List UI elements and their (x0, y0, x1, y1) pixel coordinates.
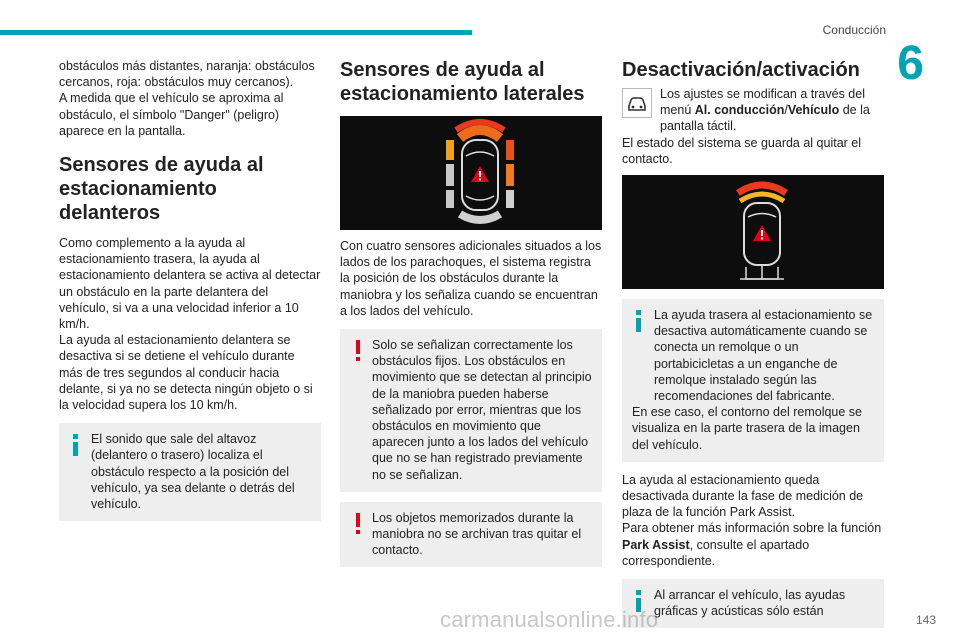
car-side-sensors-graphic (340, 116, 602, 230)
front-sensors-body-1: Como complemento a la ayuda al estacionamiento trasera, la ayuda al estacionamiento delantera se activa al detectar un obstáculo en la parte delantera del vehículo, si va a una velocidad inferior a 10 km/h. (59, 236, 321, 332)
trailer-note-text: La ayuda trasera al estacionamiento se desactiva automáticamente cuando se conecta un remolque o un portabicicletas a un enganche de remolque instalado según las recomendaciones del fabricante. (654, 308, 873, 404)
page-number: 143 (915, 613, 936, 627)
warning-note-moving-obstacles (340, 329, 602, 492)
more-info-text: Para obtener más información sobre la función Park Assist, consulte el apartado correspondiente. (622, 521, 882, 568)
info-note-text: El sonido que sale del altavoz (delantero o trasero) localiza el obstáculo respecto a la posición del vehículo, ya sea delante o detrás del vehículo. (91, 432, 295, 512)
startup-note-text: Al arrancar el vehículo, las ayudas gráficas y acústicas sólo están (654, 588, 846, 619)
column-middle (340, 58, 602, 567)
heading-front-sensors: Sensores de ayuda al estacionamiento delanteros (59, 154, 264, 225)
front-sensors-body-2: La ayuda al estacionamiento delantera se desactiva si se detiene el vehículo durante más de tres segundos al conducir hacia delante, si ya no se detecta ningún objeto o si la velocidad supera los 10 km/h. (59, 333, 313, 413)
settings-text: Los ajustes se modifican a través del menú Al. conducción/Vehículo de la pantalla táctil. (660, 87, 870, 134)
park-assist-link: Park Assist (622, 537, 690, 552)
watermark: carmanualsonline.info (440, 607, 659, 632)
column-left (59, 58, 321, 521)
side-sensors-body: Con cuatro sensores adicionales situados a los lados de los parachoques, el sistema registra la posición de los obstáculos durante la maniobra y los señaliza cuando se encuentran a los lados del vehículo. (340, 239, 602, 318)
column-right (622, 58, 884, 628)
info-icon (632, 310, 650, 332)
info-note-sound (59, 423, 321, 521)
trailer-illustration (622, 175, 884, 289)
menu-vehicle: Vehículo (787, 103, 840, 118)
info-icon (69, 434, 87, 456)
chapter-number: 6 (897, 37, 924, 90)
top-accent-bar (0, 30, 472, 35)
heading-deactivation: Desactivación/activación (622, 59, 860, 81)
state-saved-text: El estado del sistema se guarda al quitar el contacto. (622, 135, 862, 166)
car-settings-icon (622, 88, 652, 118)
menu-driving-aids: Al. conducción (694, 103, 785, 118)
info-note-startup (622, 579, 884, 628)
side-sensors-illustration (340, 116, 602, 230)
settings-note (622, 86, 884, 135)
info-note-trailer (622, 299, 884, 462)
warning-text-1: Solo se señalizan correctamente los obstáculos fijos. Los obstáculos en movimiento que se detectan al principio de la maniobra pueden haberse señalizado por error, mientras que los obstáculos en movimiento que aparecen junto a los lados del vehículo que no se han registrado previamente no se señalizan. (372, 338, 592, 482)
intro-paragraph-2: A medida que el vehículo se aproxima al obstáculo, el símbolo "Danger" (peligro) aparece en la pantalla. (59, 91, 284, 138)
warning-icon (350, 513, 368, 535)
trailer-note-text-2: En ese caso, el contorno del remolque se visualiza en la parte trasera de la imagen del vehículo. (632, 405, 862, 452)
warning-note-memorized (340, 502, 602, 568)
park-assist-text: La ayuda al estacionamiento queda desactivada durante la fase de medición de plaza de la función Park Assist. (622, 472, 864, 520)
intro-paragraph: obstáculos más distantes, naranja: obstáculos cercanos, roja: obstáculos muy cercanos). (59, 59, 315, 90)
warning-text-2: Los objetos memorizados durante la maniobra no se archivan tras quitar el contacto. (372, 510, 582, 558)
warning-icon (350, 340, 368, 362)
car-trailer-graphic (622, 175, 884, 289)
section-title: Conducción (822, 23, 886, 37)
heading-side-sensors: Sensores de ayuda al estacionamiento laterales (340, 59, 585, 105)
